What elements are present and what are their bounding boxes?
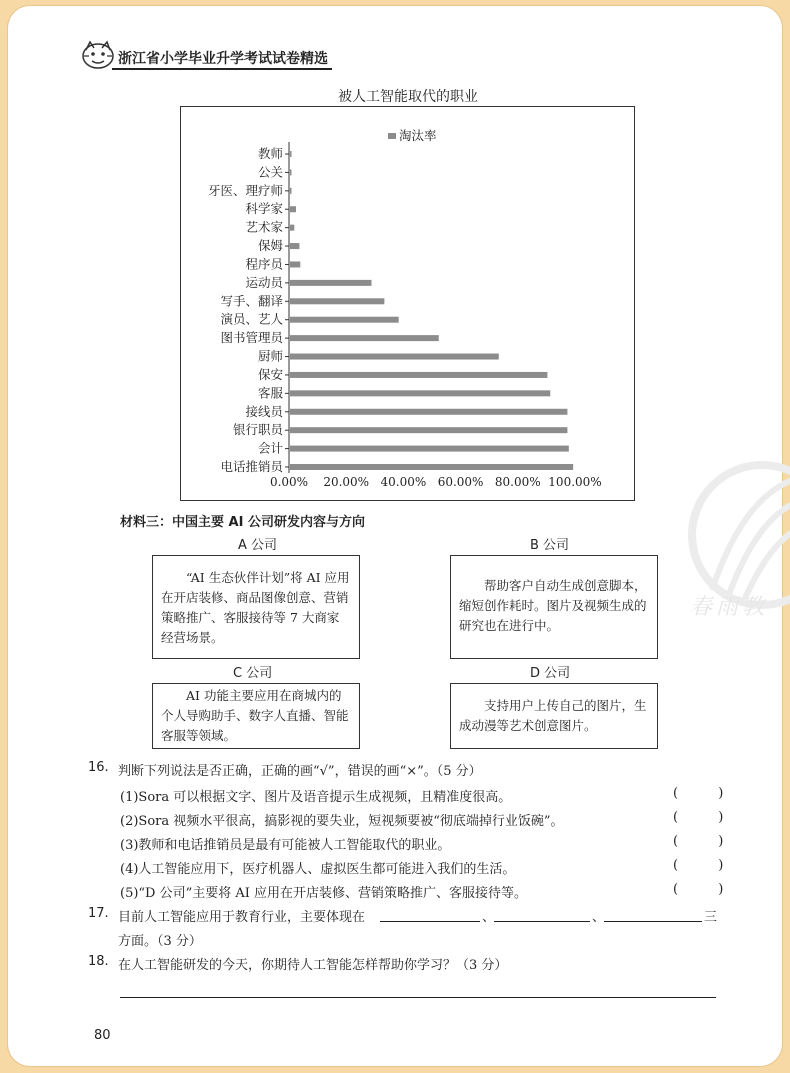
- y-tick-label: 艺术家: [245, 219, 283, 235]
- company-d-text: 支持用户上传自己的图片，生成动漫等艺术创意图片。: [459, 698, 647, 733]
- q16-item-5: (5)“D 公司”主要将 AI 应用在开店装修、营销策略推广、客服接待等。: [120, 886, 528, 901]
- q16-item-3: (3)教师和电话推销员是最有可能被人工智能取代的职业。: [120, 838, 451, 853]
- bar: [290, 354, 499, 360]
- bar: [290, 188, 292, 194]
- y-tick-label: 程序员: [245, 256, 283, 272]
- header-title: 浙江省小学毕业升学考试试卷精选: [118, 51, 328, 67]
- company-d-box: [450, 683, 658, 749]
- y-tick-label: 保姆: [257, 238, 283, 254]
- bar: [290, 206, 296, 212]
- y-tick-label: 牙医、理疗师: [207, 182, 283, 198]
- company-a-label: A 公司: [238, 538, 278, 553]
- q17-blank-3[interactable]: [604, 920, 702, 922]
- q16-answer-3[interactable]: ( ): [673, 834, 742, 849]
- x-tick-label: 20.00%: [323, 475, 370, 489]
- y-tick-label: 接线员: [245, 403, 283, 419]
- q18-number: 18.: [88, 954, 109, 969]
- y-tick-label: 会计: [257, 440, 283, 456]
- bar: [290, 372, 547, 378]
- bar: [290, 151, 292, 157]
- bar-chart: [0, 0, 790, 520]
- q18-text: 在人工智能研发的今天，你期待人工智能怎样帮助你学习？（3 分）: [118, 958, 508, 973]
- q16-answer-1[interactable]: ( ): [673, 786, 742, 801]
- watermark-text: 春雨教: [690, 595, 769, 620]
- x-tick-label: 100.00%: [548, 475, 602, 489]
- q16-item-1: (1)Sora 可以根据文字、图片及语音提示生成视频，且精准度很高。: [120, 790, 512, 805]
- company-b-box: [450, 555, 658, 659]
- q17-text-b: 三: [704, 910, 718, 925]
- q17-sep-2: 、: [592, 910, 606, 925]
- company-b-text: 帮助客户自动生成创意脚本，缩短创作耗时。图片及视频生成的研究也在进行中。: [459, 578, 647, 633]
- y-tick-label: 教师: [257, 146, 283, 161]
- y-tick-label: 科学家: [245, 201, 283, 217]
- bar: [290, 225, 294, 231]
- bar: [290, 317, 399, 323]
- company-a-text: “AI 生态伙伴计划”将 AI 应用在开店装修、商品图像创意、营销策略推广、客服接待等 7 大商家经营场景。: [161, 570, 350, 645]
- page-number: 80: [94, 1028, 111, 1043]
- q16-item-2: (2)Sora 视频水平很高，搞影视的要失业，短视频要被“彻底端掉行业饭碗”。: [120, 814, 564, 829]
- y-tick-label: 运动员: [245, 274, 283, 290]
- x-tick-label: 60.00%: [437, 475, 484, 489]
- y-tick-label: 客服: [257, 385, 283, 401]
- company-c-label: C 公司: [233, 666, 273, 681]
- y-tick-label: 银行职员: [232, 422, 283, 438]
- bar: [290, 335, 439, 341]
- bar: [290, 464, 573, 470]
- y-tick-label: 保安: [257, 366, 283, 382]
- q16-answer-4[interactable]: ( ): [673, 858, 742, 873]
- company-c-box: [152, 683, 360, 749]
- y-tick-label: 演员、艺人: [220, 311, 283, 327]
- bar: [290, 280, 372, 286]
- company-c-text: AI 功能主要应用在商城内的个人导购助手、数字人直播、智能客服等领域。: [161, 688, 349, 743]
- y-tick-label: 写手、翻译: [220, 293, 283, 309]
- q17-blank-1[interactable]: [380, 920, 480, 922]
- material3-heading: 材料三：中国主要 AI 公司研发内容与方向: [120, 515, 365, 530]
- bar: [290, 446, 569, 452]
- legend-swatch: [388, 133, 396, 139]
- bar: [290, 427, 567, 433]
- x-tick-label: 80.00%: [494, 475, 541, 489]
- company-a-box: [152, 555, 360, 659]
- x-tick-label: 0.00%: [269, 475, 309, 489]
- legend-label: 淘汰率: [399, 128, 437, 143]
- q16-answer-5[interactable]: ( ): [673, 882, 742, 897]
- q16-item-4: (4)人工智能应用下，医疗机器人、虚拟医生都可能进入我们的生活。: [120, 862, 516, 877]
- company-d-label: D 公司: [530, 666, 571, 681]
- y-tick-label: 图书管理员: [220, 330, 283, 346]
- company-b-label: B 公司: [530, 538, 570, 553]
- y-tick-label: 厨师: [257, 348, 283, 364]
- y-tick-label: 公关: [257, 164, 283, 180]
- x-tick-label: 40.00%: [380, 475, 427, 489]
- q17-text-c: 方面。（3 分）: [118, 934, 202, 949]
- y-tick-label: 电话推销员: [220, 459, 283, 474]
- q16-stem: 判断下列说法是否正确，正确的画“√”，错误的画“×”。（5 分）: [118, 764, 482, 779]
- bar: [290, 390, 550, 396]
- q17-blank-2[interactable]: [494, 920, 590, 922]
- chart-title: 被人工智能取代的职业: [338, 89, 478, 105]
- q16-number: 16.: [88, 760, 109, 775]
- bar: [290, 261, 300, 267]
- q16-answer-2[interactable]: ( ): [673, 810, 742, 825]
- q17-number: 17.: [88, 906, 109, 921]
- q17-sep-1: 、: [482, 910, 496, 925]
- bar: [290, 169, 292, 175]
- bar: [290, 243, 299, 249]
- q18-answer-line[interactable]: [120, 997, 716, 998]
- q17-text-a: 目前人工智能应用于教育行业，主要体现在: [118, 910, 366, 925]
- bar: [290, 298, 384, 304]
- bar: [290, 409, 567, 415]
